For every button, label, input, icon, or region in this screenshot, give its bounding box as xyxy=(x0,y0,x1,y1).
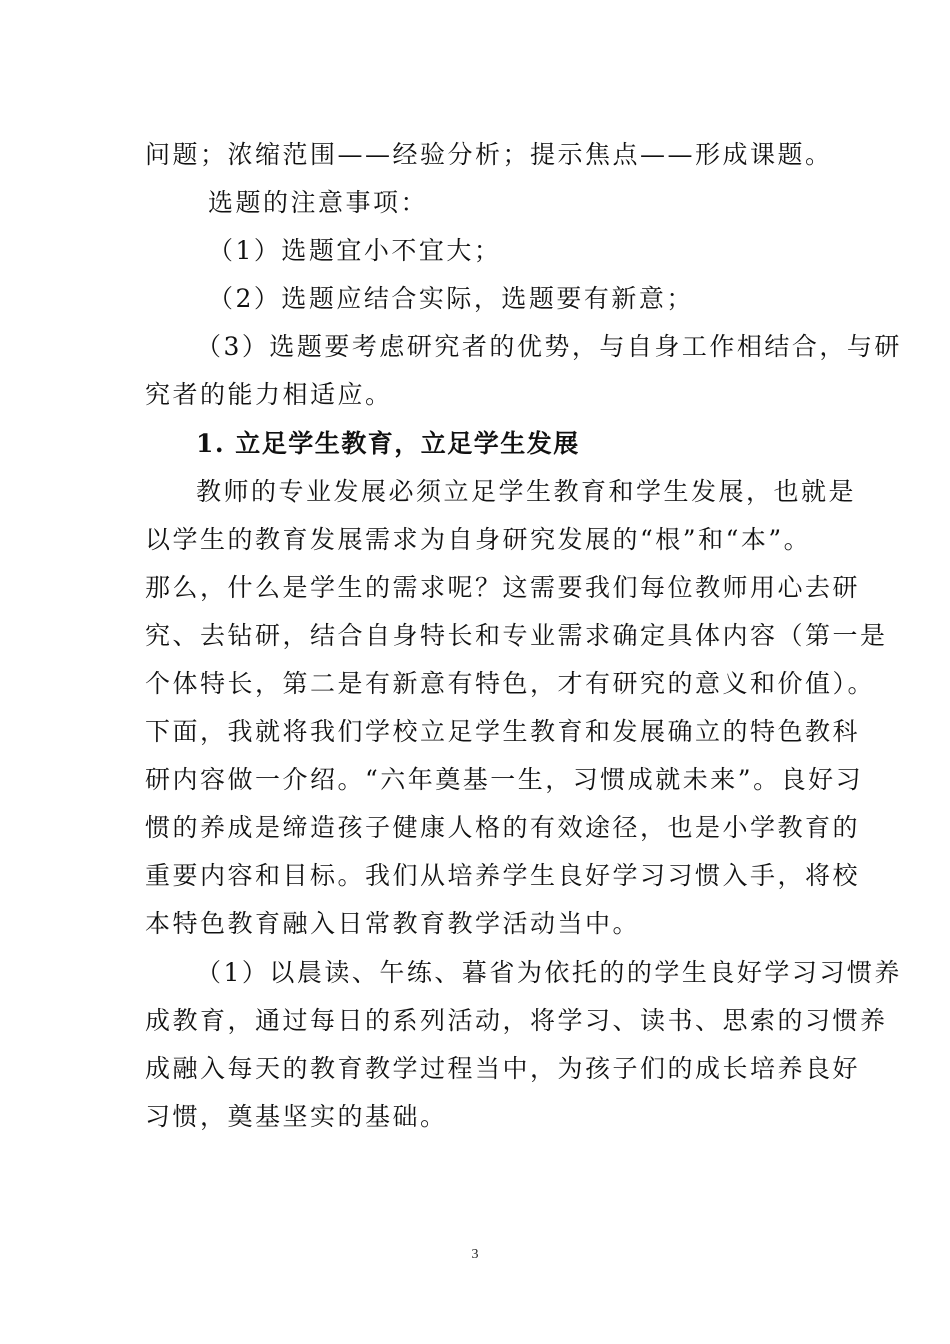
paragraph-line: 研内容做一介绍。“六年奠基一生，习惯成就未来”。良好习 xyxy=(145,765,864,794)
paragraph-line: 成融入每天的教育教学过程当中，为孩子们的成长培养良好 xyxy=(145,1054,861,1083)
paragraph-line: 成教育，通过每日的系列活动，将学习、读书、思索的习惯养 xyxy=(145,1006,888,1035)
text-line: 选题的注意事项： xyxy=(208,188,429,217)
paragraph-line: 重要内容和目标。我们从培养学生良好学习习惯入手，将校 xyxy=(145,861,861,890)
paragraph-line: （1）以晨读、午练、暮省为依托的的学生良好学习习惯养 xyxy=(196,958,902,987)
paragraph-line: 个体特长，第二是有新意有特色，才有研究的意义和价值）。 xyxy=(145,669,876,698)
list-item: （3）选题要考虑研究者的优势，与自身工作相结合，与研 xyxy=(196,332,902,361)
section-heading: 1. 立足学生教育，立足学生发展 xyxy=(196,429,580,458)
list-item: （1）选题宜小不宜大； xyxy=(208,236,502,265)
paragraph-line: 以学生的教育发展需求为自身研究发展的“根”和“本”。 xyxy=(145,525,812,554)
paragraph-line: 那么，什么是学生的需求呢？这需要我们每位教师用心去研 xyxy=(145,573,861,602)
paragraph-line: 习惯，奠基坚实的基础。 xyxy=(145,1102,448,1131)
text-line: 问题；浓缩范围——经验分析；提示焦点——形成课题。 xyxy=(145,140,833,169)
paragraph-line: 教师的专业发展必须立足学生教育和学生发展，也就是 xyxy=(196,477,857,506)
paragraph-line: 究、去钻研，结合自身特长和专业需求确定具体内容（第一是 xyxy=(145,621,888,650)
page-number: 3 xyxy=(471,1247,479,1262)
paragraph-line: 本特色教育融入日常教育教学活动当中。 xyxy=(145,909,641,938)
paragraph-line: 下面，我就将我们学校立足学生教育和发展确立的特色教科 xyxy=(145,717,861,746)
paragraph-line: 惯的养成是缔造孩子健康人格的有效途径，也是小学教育的 xyxy=(145,813,861,842)
list-item: （2）选题应结合实际，选题要有新意； xyxy=(208,284,694,313)
text-line: 究者的能力相适应。 xyxy=(145,380,393,409)
